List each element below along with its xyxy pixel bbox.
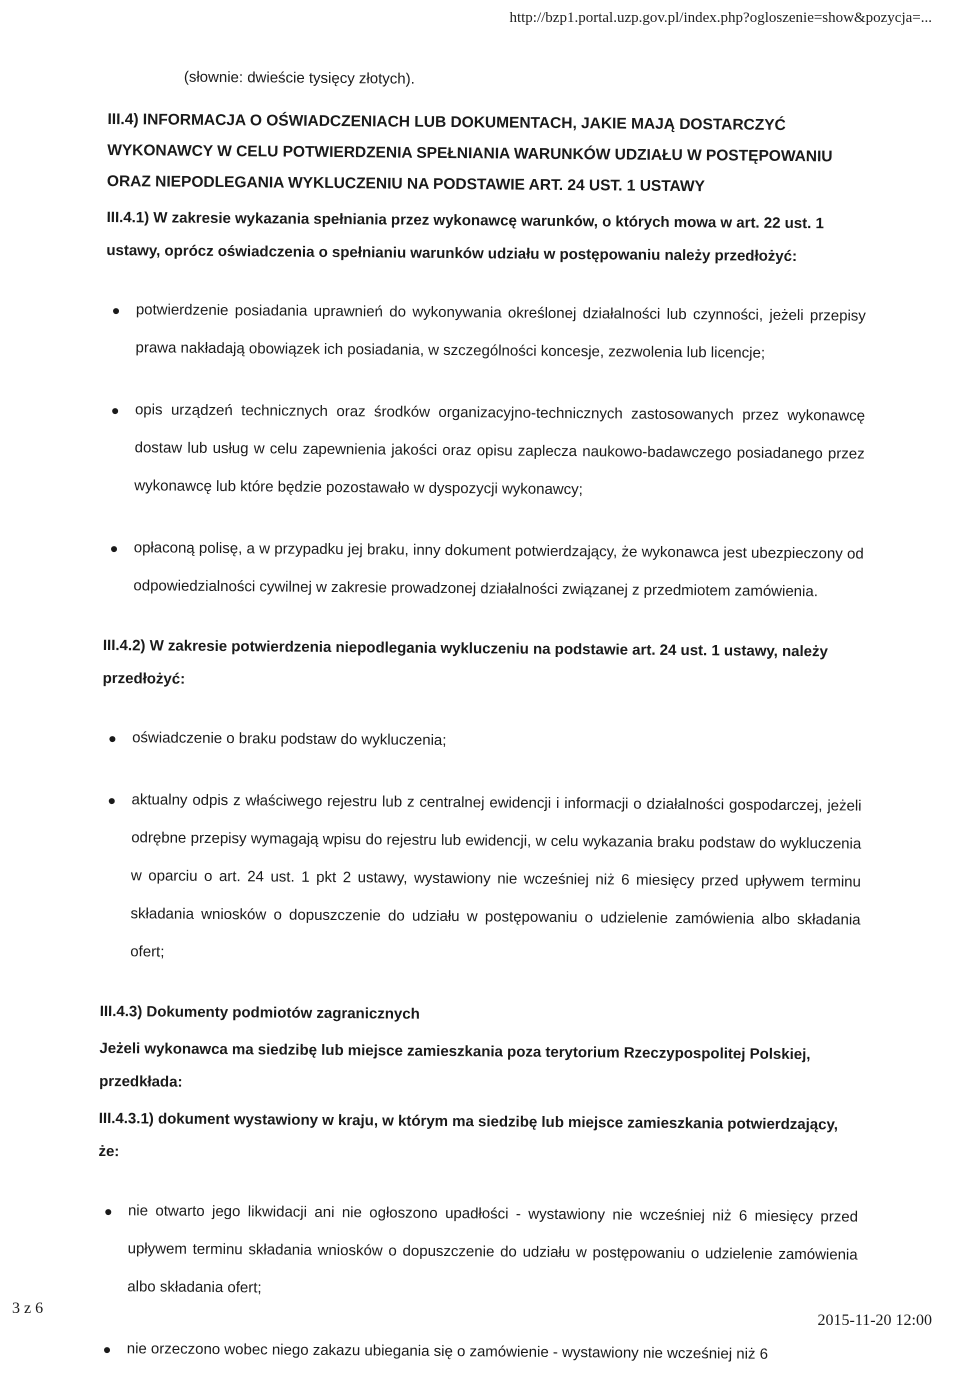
subsection-heading-1: III.4.1) W zakresie wykazania spełniania przez wykonawcę warunków, o których mowa w art. 22 ust. 1 ustawy, oprócz oświadczenia o spełnianiu warunków udziału w postępowaniu należy przedłożyć: — [106, 208, 824, 266]
bullet-icon: ● — [110, 402, 120, 419]
list-item: ● oświadczenie o braku podstaw do wykluczenia; — [102, 719, 862, 764]
list-item: ● opis urządzeń technicznych oraz środków organizacyjno-technicznych zastosowanych przez wykonawcę dostaw lub usług w celu zapewnienia jakości oraz opisu zaplecza naukowo-badawczego posiadanego przez wykonawcę lub które będzie pozostawało w dyspozycji wykonawcy; — [104, 391, 865, 512]
requirements-list-2 — [100, 719, 862, 978]
page-number: 3 z 6 — [12, 1300, 44, 1317]
bullet-icon: ● — [103, 1203, 113, 1220]
bullet-icon: ● — [102, 1341, 112, 1358]
bullet-icon: ● — [111, 302, 121, 319]
document-body — [96, 64, 868, 1399]
requirements-list-1 — [103, 291, 866, 612]
amount-in-words: (słownie: dwieście tysięcy złotych). — [183, 68, 415, 88]
bullet-icon: ● — [108, 730, 117, 747]
list-item: ● nie orzeczono wobec niego zakazu ubiegania się o zamówienie - wystawiony nie wcześniej niż 6 — [97, 1330, 857, 1375]
section-heading: III.4) INFORMACJA O OŚWIADCZENIACH LUB DOKUMENTACH, JAKIE MAJĄ DOSTARCZYĆ WYKONAWCY W CELU POTWIERDZENIA SPEŁNIANIA WARUNKÓW UDZIAŁU W POSTĘPOWANIU ORAZ NIEPODLEGANIA WYKLUCZENIU NA PODSTAWIE ART. 24 UST. 1 USTAWY — [106, 110, 833, 196]
requirements-list-3 — [97, 1192, 859, 1375]
bullet-icon: ● — [107, 792, 117, 809]
bullet-icon: ● — [109, 540, 119, 557]
subsection-heading-3-1: III.4.3.1) dokument wystawiony w kraju, w którym ma siedzibę lub miejsce zamieszkania potwierdzający, że: — [98, 1109, 839, 1161]
subsection-heading-2: III.4.2) W zakresie potwierdzenia niepodlegania wykluczeniu na podstawie art. 24 ust. 1 ustawy, należy przedłożyć: — [102, 636, 828, 688]
list-item: ● potwierdzenie posiadania uprawnień do wykonywania określonej działalności lub czynności, jeżeli przepisy prawa nakładają obowiązek ich posiadania, w szczególności koncesje, zezwolenia lub licencje; — [105, 291, 866, 374]
list-item: ● nie otwarto jego likwidacji ani nie ogłoszono upadłości - wystawiony nie wcześniej niż 6 miesięcy przed upływem terminu składania wniosków o dopuszczenie do udziału w postępowaniu o udzielenie zamówienia albo składania ofert; — [97, 1192, 858, 1313]
foreign-entities-intro: Jeżeli wykonawca ma siedzibę lub miejsce zamieszkania poza terytorium Rzeczypospolitej Polskiej, przedkłada: — [99, 1039, 811, 1091]
list-item: ● aktualny odpis z właściwego rejestru lub z centralnej ewidencji i informacji o działalności gospodarczej, jeżeli odrębne przepisy wymagają wpisu do rejestru lub ewidencji, w celu wykazania braku podstaw do wykluczenia w oparciu o art. 24 ust. 1 pkt 2 ustawy, wystawiony nie wcześniej niż 6 miesięcy przed upływem terminu składania wniosków o dopuszczenie do udziału w postępowaniu o udzielenie zamówienia albo składania ofert; — [100, 781, 862, 978]
print-datetime: 2015-11-20 12:00 — [817, 1312, 932, 1329]
page-url: http://bzp1.portal.uzp.gov.pl/index.php?ogloszenie=show&pozycja=... — [509, 10, 932, 26]
list-item: ● opłaconą polisę, a w przypadku jej braku, inny dokument potwierdzający, że wykonawca jest ubezpieczony od odpowiedzialności cywilnej w zakresie prowadzonej działalności związanej z przedmiotem zamówienia. — [103, 529, 864, 612]
subsection-heading-3: III.4.3) Dokumenty podmiotów zagranicznych — [99, 1002, 420, 1023]
